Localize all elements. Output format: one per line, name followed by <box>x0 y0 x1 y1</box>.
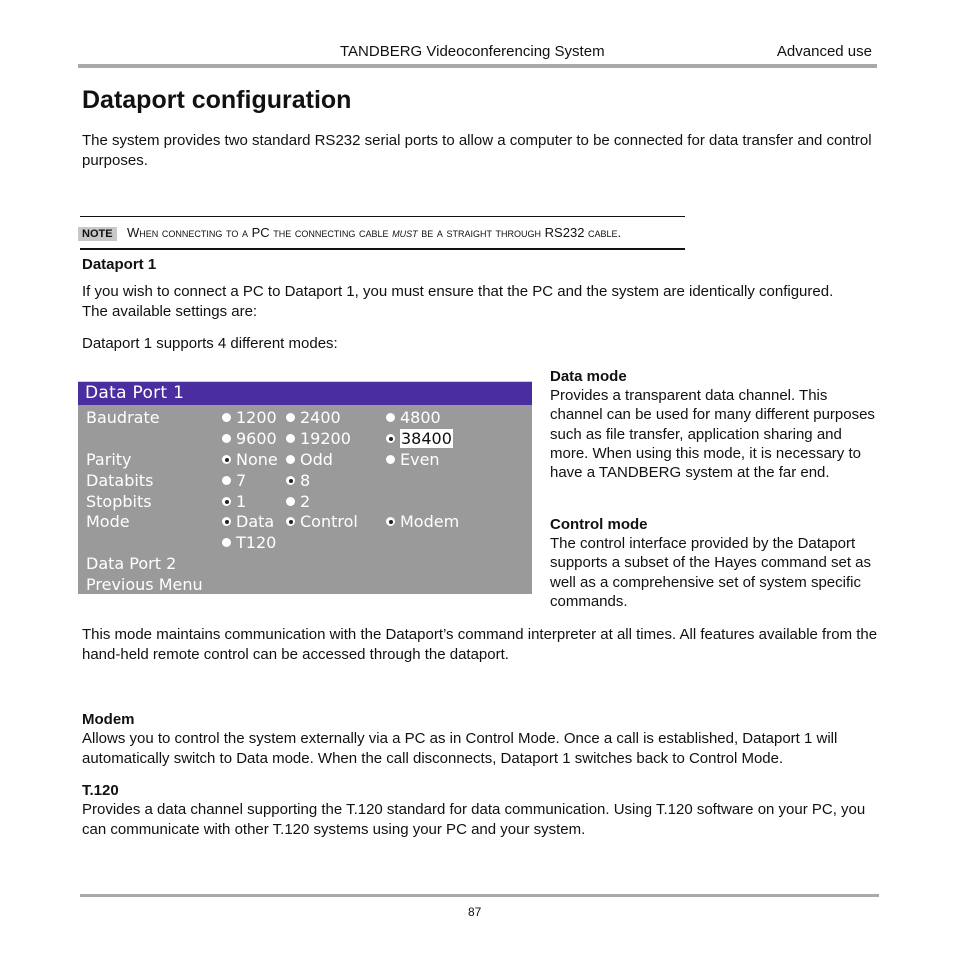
radio-selected-icon <box>286 517 295 526</box>
dataport1-modes-paragraph: Dataport 1 supports 4 different modes: <box>82 335 338 352</box>
mode-option-data[interactable] <box>222 512 274 532</box>
radio-icon <box>286 497 295 506</box>
radio-selected-icon <box>386 434 395 443</box>
page-number: 87 <box>468 905 482 919</box>
radio-icon <box>386 413 395 422</box>
control-mode-heading: Control mode <box>550 516 648 533</box>
menu-titlebar <box>78 381 532 405</box>
note-badge: NOTE <box>78 227 117 241</box>
radio-selected-icon <box>286 476 295 485</box>
databits-option-7[interactable] <box>222 471 246 491</box>
option-label: Control <box>300 512 358 531</box>
radio-icon <box>386 455 395 464</box>
option-label: 19200 <box>300 429 351 448</box>
modem-text: Allows you to control the system externally via a PC as in Control Mode. Once a call is established, Dataport 1 will automatically switch to Data mode. When the call disconnects, Dataport 1 switches back to Control Mode. <box>82 730 838 767</box>
note-text-part: When connecting to a <box>127 225 252 240</box>
page-title: Dataport configuration <box>82 86 352 114</box>
option-label: 1200 <box>236 408 277 427</box>
control-mode-continued: This mode maintains communication with the Dataport’s command interpreter at all times. All features available from the hand-held remote control can be accessed through the dataport. <box>82 626 878 663</box>
note-text-pc: PC <box>251 225 270 240</box>
note-text-part: be a straight through <box>417 225 545 240</box>
baud-option-2400[interactable] <box>286 408 341 428</box>
menu-item-data-port-2[interactable]: Data Port 2 <box>86 554 177 573</box>
note-text-rs232: RS232 <box>544 225 585 240</box>
option-label: Odd <box>300 450 333 469</box>
option-label: 8 <box>300 471 311 490</box>
mode-option-control[interactable] <box>286 512 358 532</box>
databits-option-8[interactable] <box>286 471 310 491</box>
note-text-part: the connecting cable <box>269 225 393 240</box>
option-label: 38400 <box>401 429 452 448</box>
note-text <box>127 226 621 240</box>
parity-option-odd[interactable] <box>286 450 333 470</box>
parity-option-even[interactable] <box>386 450 440 470</box>
mode-option-t120[interactable] <box>222 533 276 553</box>
running-header-title: TANDBERG Videoconferencing System <box>340 43 605 60</box>
parity-option-none[interactable] <box>222 450 278 470</box>
option-label: 7 <box>236 471 247 490</box>
data-mode-heading: Data mode <box>550 368 627 385</box>
running-header-section: Advanced use <box>776 43 872 60</box>
baud-option-19200[interactable] <box>286 429 351 449</box>
option-label: 9600 <box>236 429 277 448</box>
dataport1-heading: Dataport 1 <box>82 256 157 273</box>
radio-selected-icon <box>222 517 231 526</box>
header-rule <box>78 64 877 68</box>
radio-icon <box>222 538 231 547</box>
menu-item-mode[interactable]: Mode <box>86 512 130 531</box>
radio-icon <box>286 413 295 422</box>
mode-option-modem[interactable] <box>386 512 459 532</box>
intro-paragraph: The system provides two standard RS232 serial ports to allow a computer to be connected for data transfer and control purposes. <box>82 132 872 169</box>
menu-item-databits[interactable]: Databits <box>86 471 154 490</box>
menu-item-stopbits[interactable]: Stopbits <box>86 492 152 511</box>
radio-selected-icon <box>222 497 231 506</box>
radio-icon <box>286 434 295 443</box>
option-label: Modem <box>400 512 460 531</box>
dataport1-menu-screenshot <box>78 381 532 594</box>
menu-item-previous-menu[interactable]: Previous Menu <box>86 575 203 594</box>
option-label: 2400 <box>300 408 341 427</box>
control-mode-text: The control interface provided by the Dataport supports a subset of the Hayes command set as well as a comprehensive set of system specific commands. <box>550 535 871 610</box>
menu-title: Data Port 1 <box>85 383 185 403</box>
dataport1-paragraph: If you wish to connect a PC to Dataport 1, you must ensure that the PC and the system are identically configured. The available settings are: <box>82 283 834 320</box>
option-label: None <box>236 450 278 469</box>
modem-heading: Modem <box>82 711 135 728</box>
option-label: T120 <box>236 533 277 552</box>
baud-option-1200[interactable] <box>222 408 277 428</box>
note-top-rule <box>80 216 685 217</box>
note-text-part: cable. <box>584 225 622 240</box>
radio-icon <box>286 455 295 464</box>
option-label: 1 <box>236 492 247 511</box>
data-mode-text: Provides a transparent data channel. This channel can be used for many different purposes such as file transfer, application sharing and more. When using this mode, it is necessary to have a TANDBERG system at the far end. <box>550 387 875 482</box>
radio-icon <box>222 413 231 422</box>
option-label: 4800 <box>400 408 441 427</box>
menu-item-parity[interactable]: Parity <box>86 450 132 469</box>
baud-option-9600[interactable] <box>222 429 277 449</box>
baud-option-38400[interactable] <box>386 429 453 449</box>
footer-rule <box>80 894 879 897</box>
stopbits-option-2[interactable] <box>286 492 310 512</box>
option-label: Even <box>400 450 440 469</box>
option-label: Data <box>236 512 275 531</box>
radio-icon <box>222 434 231 443</box>
menu-item-baudrate[interactable]: Baudrate <box>86 408 160 427</box>
t120-text: Provides a data channel supporting the T.120 standard for data communication. Using T.120 software on your PC, you can communicate with other T.120 systems using your PC and your system. <box>82 801 866 838</box>
baud-option-4800[interactable] <box>386 408 441 428</box>
radio-icon <box>222 476 231 485</box>
note-text-must: must <box>392 225 418 240</box>
option-label: 2 <box>300 492 311 511</box>
radio-selected-icon <box>222 455 231 464</box>
note-bottom-rule <box>80 248 685 250</box>
stopbits-option-1[interactable] <box>222 492 246 512</box>
t120-heading: T.120 <box>82 782 119 799</box>
radio-selected-icon <box>386 517 395 526</box>
